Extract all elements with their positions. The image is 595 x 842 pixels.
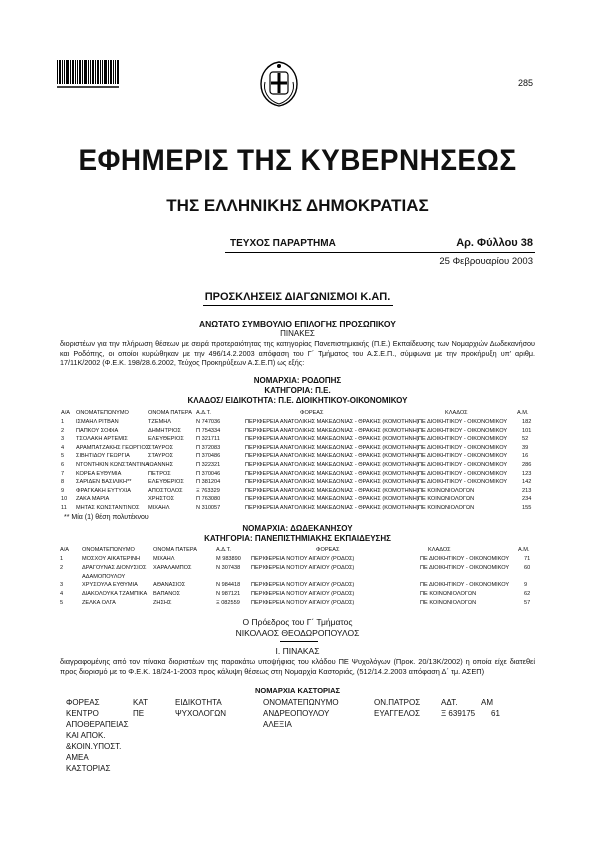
agency-line: ΑΠΟΘΕΡΑΠΕΙΑΣ — [66, 720, 129, 729]
col-cat: ΚΑΤ — [133, 698, 148, 707]
agency-line: ΚΑΣΤΟΡΙΑΣ — [66, 764, 111, 773]
issue-date: 25 Φεβρουαρίου 2003 — [439, 256, 533, 267]
table-row — [0, 591, 595, 600]
row-index: 5 — [60, 600, 64, 606]
agency-line: ΑΜΕΑ — [66, 753, 89, 762]
row-agency: ΠΕΡΙΦΕΡΕΙΑ ΑΝΑΤΟΛΙΚΗΣ ΜΑΚΕΔΟΝΙΑΣ - ΘΡΑΚΗΣ (ΚΟΜΟΤΗΝΗ) — [245, 427, 419, 434]
gazette-title: ΕΦΗΜΕΡΙΣ ΤΗΣ ΚΥΒΕΡΝΗΣΕΩΣ — [78, 144, 517, 177]
row-am: 213 — [522, 487, 532, 494]
col-father: ΟΝΟΜΑ ΠΑΤΕΡΑ — [153, 547, 197, 553]
row-name: ΚΟΡΕΑ ΕΥΘΥΜΙΑ — [76, 470, 122, 477]
row-branch: ΠΕ ΚΟΙΝΩΝΙΟΛΟΓΩΝ — [420, 591, 477, 598]
row-id: Ξ 082559 — [216, 600, 240, 606]
row-branch: ΠΕ ΚΟΙΝΩΝΙΟΛΟΓΩΝ — [418, 505, 475, 511]
row-name: ΑΡΑΜΠΑΤΖΑΚΗΣ ΓΕΩΡΓΙΟΣ — [76, 444, 150, 451]
row-father: ΜΙΧΑΗΛ — [153, 556, 175, 562]
row-name: ΝΤΟΝΤΗΚΙΝ ΚΩΝΣΤΑΝΤΙΝΑ — [76, 462, 150, 468]
row-am: 60 — [524, 564, 531, 571]
row-father: ΒΑΠΑΝΟΣ — [153, 591, 181, 598]
id-value: Ξ 639175 — [441, 709, 476, 718]
intro-paragraph: διοριστέων για την πλήρωση θέσεων με σειρά προτεραιότητας της κατηγορίας Πανεπιστημιακής (Π.Ε.) Εκπαίδευσης των Νομαρχιών Δωδεκανήσου και Ροδόπης, οι οποίοι κυρώθηκαν με την 496/14.2.2003 απόφαση του Γ΄ Τμήματος του Α.Σ.Ε.Π., σύμφωνα με την προκήρυξη υπ' αριθμ. 17/11Κ/2002 (Φ.Ε.Κ. 198/28.6.2002, Τεύχος Προκηρύξεων Α.Σ.Ε.Π) ως εξής: — [60, 339, 535, 367]
rodopi-category: ΚΑΤΗΓΟΡΙΑ: Π.Ε. — [264, 386, 331, 395]
row-am: 16 — [522, 453, 529, 460]
row-branch: ΠΕ ΔΙΟΙΚΗΤΙΚΟΥ - ΟΙΚΟΝΟΜΙΚΟΥ — [418, 427, 508, 434]
row-id: Ξ 763329 — [196, 487, 220, 494]
row-index: 1 — [61, 419, 65, 425]
col-agency: ΦΟΡΕΑΣ — [316, 547, 340, 553]
row-index: 6 — [61, 462, 65, 468]
table-row — [0, 436, 595, 445]
col-name: ΟΝΟΜΑΤΕΠΩΝΥΜΟ — [263, 698, 339, 707]
col-am: ΑΜ — [481, 698, 493, 707]
row-id: Ν 987121 — [216, 591, 241, 598]
row-father: ΜΙΧΑΗΛ — [148, 505, 170, 511]
col-father: ΟΝΟΜΑ ΠΑΤΕΡΑ — [148, 410, 192, 416]
row-name: ΧΡΥΣΟΥΛΑ ΕΥΘΥΜΙΑ — [82, 582, 138, 589]
table-row — [0, 479, 595, 488]
row-father: ΧΡΗΣΤΟΣ — [148, 496, 175, 503]
row-branch: ΠΕ ΚΟΙΝΩΝΙΟΛΟΓΩΝ — [420, 600, 477, 606]
row-agency: ΠΕΡΙΦΕΡΕΙΑ ΑΝΑΤΟΛΙΚΗΣ ΜΑΚΕΔΟΝΙΑΣ - ΘΡΑΚΗΣ (ΚΟΜΟΤΗΝΗ) — [245, 419, 419, 425]
row-index: 1 — [60, 556, 64, 562]
row-id: Ν 307438 — [216, 564, 241, 571]
col-name: ΟΝΟΜΑΤΕΠΩΝΥΜΟ — [76, 410, 129, 416]
row-father: ΙΩΑΝΝΗΣ — [148, 462, 174, 468]
row-branch: ΠΕ ΚΟΙΝΩΝΙΟΛΟΓΩΝ — [418, 496, 475, 503]
row-am: 286 — [522, 462, 532, 468]
row-name: ΣΑΡΙΔΕΝ ΒΑΣΙΛΙΚΗ** — [76, 479, 132, 486]
row-id: Π 370486 — [196, 453, 221, 460]
col-agency: ΦΟΡΕΑΣ — [300, 410, 324, 416]
kastoria-table — [0, 697, 595, 787]
col-am: Α.Μ. — [518, 547, 530, 553]
row-index: 4 — [60, 591, 64, 598]
page-number: 285 — [517, 78, 533, 88]
row-id: Π 763080 — [196, 496, 221, 503]
row-agency: ΠΕΡΙΦΕΡΕΙΑ ΝΟΤΙΟΥ ΑΙΓΑΙΟΥ (ΡΟΔΟΣ) — [251, 591, 355, 598]
signature-name: ΝΙΚΟΛΑΟΣ ΘΕΟΔΩΡΟΠΟΥΛΟΣ — [235, 628, 360, 638]
col-agency: ΦΟΡΕΑΣ — [66, 698, 100, 707]
row-name: ΙΣΜΑΗΛ ΡΙΤΒΑΝ — [76, 419, 119, 425]
row-am: 101 — [522, 427, 532, 434]
row-id: Ν 310057 — [196, 505, 221, 511]
row-agency: ΠΕΡΙΦΕΡΕΙΑ ΑΝΑΤΟΛΙΚΗΣ ΜΑΚΕΔΟΝΙΑΣ - ΘΡΑΚΗΣ (ΚΟΜΟΤΗΝΗ) — [245, 444, 419, 451]
row-am: 142 — [522, 479, 532, 486]
col-branch: ΚΛΑΔΟΣ — [428, 547, 451, 553]
rodopi-table-header — [0, 410, 595, 418]
row-am: 62 — [524, 591, 531, 598]
council-heading: ΑΝΩΤΑΤΟ ΣΥΜΒΟΥΛΙΟ ΕΠΙΛΟΓΗΣ ΠΡΟΣΩΠΙΚΟΥ — [199, 319, 396, 329]
row-agency: ΠΕΡΙΦΕΡΕΙΑ ΑΝΑΤΟΛΙΚΗΣ ΜΑΚΕΔΟΝΙΑΣ - ΘΡΑΚΗΣ (ΚΟΜΟΤΗΝΗ) — [245, 479, 419, 486]
row-name: ΖΕΛΚΑ ΟΛΓΑ — [82, 600, 116, 606]
row-branch: ΠΕ ΔΙΟΙΚΗΤΙΚΟΥ - ΟΙΚΟΝΟΜΙΚΟΥ — [418, 479, 508, 486]
row-branch: ΠΕ ΔΙΟΙΚΗΤΙΚΟΥ - ΟΙΚΟΝΟΜΙΚΟΥ — [418, 436, 508, 443]
agency-line: ΚΑΙ ΑΠΟΚ. — [66, 731, 106, 740]
col-id: Α.Δ.Τ. — [216, 547, 231, 553]
cat-value: ΠΕ — [133, 709, 145, 718]
row-name: ΠΑΠΚΟΥ ΣΟΦΙΑ — [76, 427, 119, 434]
row-id: Π 381204 — [196, 479, 221, 486]
header-rule — [225, 252, 535, 253]
row-am: 9 — [524, 582, 528, 589]
row-index: 4 — [61, 444, 65, 451]
row-name: ΤΣΟΛΑΚΗ ΑΡΤΕΜΙΣ — [76, 436, 128, 443]
row-index: 2 — [61, 427, 65, 434]
row-am: 57 — [524, 600, 531, 606]
row-agency: ΠΕΡΙΦΕΡΕΙΑ ΝΟΤΙΟΥ ΑΙΓΑΙΟΥ (ΡΟΔΟΣ) — [251, 582, 355, 589]
row-father: ΣΤΑΥΡΟΣ — [148, 453, 174, 460]
col-id: Α.Δ.Τ. — [196, 410, 211, 416]
barcode-image — [57, 60, 119, 90]
dodecanese-prefecture: ΝΟΜΑΡΧΙΑ: ΔΩΔΕΚΑΝΗΣΟΥ — [242, 524, 353, 533]
row-index: 3 — [60, 582, 64, 589]
row-name: ΔΡΑΓΟΥΝΑΣ ΔΙΟΝΥΣΙΟΣ — [82, 564, 147, 571]
row-index: 8 — [61, 479, 65, 486]
row-id: Π 370046 — [196, 470, 221, 477]
row-id: Π 322321 — [196, 462, 221, 468]
row-name: ΑΔΑΜΟΠΟΥΛΟΥ — [82, 573, 126, 580]
surname-value: ΑΝΔΡΕΟΠΟΥΛΟΥ — [263, 709, 330, 718]
row-name: ΖΑΚΑ ΜΑΡΙΑ — [76, 496, 110, 503]
rodopi-branch: ΚΛΑΔΟΣ/ ΕΙΔΙΚΟΤΗΤΑ: Π.Ε. ΔΙΟΙΚΗΤΙΚΟΥ-ΟΙΚΟΝΟΜΙΚΟΥ — [187, 396, 408, 405]
row-id: Π 754334 — [196, 427, 221, 434]
row-agency: ΠΕΡΙΦΕΡΕΙΑ ΑΝΑΤΟΛΙΚΗΣ ΜΑΚΕΔΟΝΙΑΣ - ΘΡΑΚΗΣ (ΚΟΜΟΤΗΝΗ) — [245, 470, 419, 477]
row-am: 39 — [522, 444, 529, 451]
row-id: Μ 983890 — [216, 556, 241, 562]
row-name: ΜΗΤΑΣ ΚΩΝΣΤΑΝΤΙΝΟΣ — [76, 505, 140, 511]
table-row — [0, 471, 595, 480]
table-row — [0, 445, 595, 454]
row-name: ΔΙΑΚΟΛΟΥΚΑ ΤΖΑΜΠΙΚΑ — [82, 591, 148, 598]
row-father: ΕΛΕΥΘΕΡΙΟΣ — [148, 479, 184, 486]
section-title-underline — [203, 305, 393, 306]
row-agency: ΠΕΡΙΦΕΡΕΙΑ ΑΝΑΤΟΛΙΚΗΣ ΜΑΚΕΔΟΝΙΑΣ - ΘΡΑΚΗΣ (ΚΟΜΟΤΗΝΗ) — [245, 496, 419, 503]
row-am: 52 — [522, 436, 529, 443]
row-branch: ΠΕ ΔΙΟΙΚΗΤΙΚΟΥ - ΟΙΚΟΝΟΜΙΚΟΥ — [420, 582, 510, 589]
issue-type: ΤΕΥΧΟΣ ΠΑΡΑΡΤΗΜΑ — [230, 238, 336, 249]
row-father: ΑΘΑΝΑΣΙΟΣ — [153, 582, 186, 589]
row-name: ΦΡΑΓΚΑΚΗ ΕΥΤΥΧΙΑ — [76, 487, 132, 494]
signature-role: Ο Πρόεδρος του Γ΄ Τμήματος — [242, 617, 353, 627]
row-am: 123 — [522, 470, 532, 477]
row-agency: ΠΕΡΙΦΕΡΕΙΑ ΑΝΑΤΟΛΙΚΗΣ ΜΑΚΕΔΟΝΙΑΣ - ΘΡΑΚΗΣ (ΚΟΜΟΤΗΝΗ) — [245, 505, 419, 511]
dodecanese-category: ΚΑΤΗΓΟΡΙΑ: ΠΑΝΕΠΙΣΤΗΜΙΑΚΗΣ ΕΚΠΑΙΔΕΥΣΗΣ — [204, 534, 391, 543]
row-am: 155 — [522, 505, 532, 511]
table-i-title: Ι. ΠΙΝΑΚΑΣ — [275, 646, 320, 656]
row-father: ΠΕΤΡΟΣ — [148, 470, 171, 477]
row-father: ΤΖΕΜΗΛ — [148, 419, 172, 425]
row-am: 234 — [522, 496, 532, 503]
dodecanese-table-header — [0, 547, 595, 555]
row-index: 2 — [60, 564, 64, 571]
row-branch: ΠΕ ΔΙΟΙΚΗΤΙΚΟΥ - ΟΙΚΟΝΟΜΙΚΟΥ — [418, 444, 508, 451]
col-aa: Α/Α — [60, 547, 70, 553]
table-row — [0, 462, 595, 471]
row-branch: ΠΕ ΔΙΟΙΚΗΤΙΚΟΥ - ΟΙΚΟΝΟΜΙΚΟΥ — [418, 419, 508, 425]
row-index: 7 — [61, 470, 65, 477]
section-title: ΠΡΟΣΚΛΗΣΕΙΣ ΔΙΑΓΩΝΙΣΜΟΙ Κ.ΑΠ. — [204, 291, 391, 303]
row-index: 9 — [61, 487, 65, 494]
col-specialty: ΕΙΔΙΚΟΤΗΤΑ — [175, 698, 222, 707]
coat-of-arms-emblem — [257, 60, 301, 108]
row-id: Π 372083 — [196, 444, 221, 451]
table-row — [0, 453, 595, 462]
row-father: ΑΠΟΣΤΟΛΟΣ — [148, 487, 183, 494]
row-name: ΣΙΒΗΤΙΔΟΥ ΓΕΩΡΓΙΑ — [76, 453, 130, 460]
kastoria-prefecture: ΝΟΜΑΡΧΙΑ ΚΑΣΤΟΡΙΑΣ — [254, 686, 341, 695]
table-row — [0, 574, 595, 583]
rodopi-prefecture: ΝΟΜΑΡΧΙΑ: ΡΟΔΟΠΗΣ — [253, 376, 342, 385]
agency-line: ΚΕΝΤΡΟ — [66, 709, 99, 718]
row-branch: ΠΕ ΔΙΟΙΚΗΤΙΚΟΥ - ΟΙΚΟΝΟΜΙΚΟΥ — [418, 470, 508, 477]
row-branch: ΠΕ ΔΙΟΙΚΗΤΙΚΟΥ - ΟΙΚΟΝΟΜΙΚΟΥ — [420, 564, 510, 571]
row-agency: ΠΕΡΙΦΕΡΕΙΑ ΑΝΑΤΟΛΙΚΗΣ ΜΑΚΕΔΟΝΙΑΣ - ΘΡΑΚΗΣ (ΚΟΜΟΤΗΝΗ) — [245, 462, 419, 468]
row-father: ΣΤΑΥΡΟΣ — [148, 444, 174, 451]
sheet-number: Αρ. Φύλλου 38 — [456, 237, 533, 249]
father-value: ΕΥΑΓΓΕΛΟΣ — [374, 709, 420, 718]
table-row — [0, 505, 595, 514]
row-agency: ΠΕΡΙΦΕΡΕΙΑ ΑΝΑΤΟΛΙΚΗΣ ΜΑΚΕΔΟΝΙΑΣ - ΘΡΑΚΗΣ (ΚΟΜΟΤΗΝΗ) — [245, 436, 419, 443]
row-index: 11 — [61, 505, 67, 511]
row-branch: ΠΕ ΔΙΟΙΚΗΤΙΚΟΥ - ΟΙΚΟΝΟΜΙΚΟΥ — [420, 556, 510, 562]
row-id: Π 321711 — [196, 436, 220, 443]
col-aa: Α/Α — [61, 410, 71, 416]
agency-line: &ΚΟΙΝ.ΥΠΟΣΤ. — [66, 742, 122, 751]
table-row — [0, 496, 595, 505]
row-father: ΧΑΡΑΛΑΜΠΟΣ — [153, 564, 192, 571]
am-value: 61 — [491, 709, 500, 718]
row-id: Ν 747036 — [196, 419, 221, 425]
row-am: 182 — [522, 419, 532, 425]
row-father: ΖΗΣΗΣ — [153, 600, 172, 606]
table-row — [0, 600, 595, 609]
row-branch: ΠΕ ΔΙΟΙΚΗΤΙΚΟΥ - ΟΙΚΟΝΟΜΙΚΟΥ — [418, 453, 508, 460]
row-name: ΜΟΣΧΟΥ ΑΙΚΑΤΕΡΙΝΗ — [82, 556, 141, 562]
table-i-paragraph: διαγραφομένης από τον πίνακα διοριστέων της παρακάτω υποψήφιας του κλάδου ΠΕ Ψυχολόγων (Προκ. 20/13Κ/2002) η οποία είχε διατεθεί προς διορισμό με το Φ.Ε.Κ. 18/24-1-2003 προς κάλυψη θέσεως στη Νομαρχία Καστοριάς, (512/14.2.2003 απόφαση Δ΄ τμ. ΑΣΕΠ) — [60, 657, 535, 676]
table-row — [0, 556, 595, 565]
table-row — [0, 488, 595, 497]
row-agency: ΠΕΡΙΦΕΡΕΙΑ ΑΝΑΤΟΛΙΚΗΣ ΜΑΚΕΔΟΝΙΑΣ - ΘΡΑΚΗΣ (ΚΟΜΟΤΗΝΗ) — [245, 487, 419, 494]
row-index: 5 — [61, 453, 65, 460]
row-father: ΕΛΕΥΘΕΡΙΟΣ — [148, 436, 184, 443]
row-agency: ΠΕΡΙΦΕΡΕΙΑ ΝΟΤΙΟΥ ΑΙΓΑΙΟΥ (ΡΟΔΟΣ) — [251, 556, 355, 562]
gazette-subtitle: ΤΗΣ ΕΛΛΗΝΙΚΗΣ ΔΗΜΟΚΡΑΤΙΑΣ — [166, 196, 429, 215]
separator-line — [280, 641, 318, 642]
table-row — [0, 419, 595, 428]
row-branch: ΠΕ ΚΟΙΝΩΝΙΟΛΟΓΩΝ — [418, 487, 475, 494]
row-agency: ΠΕΡΙΦΕΡΕΙΑ ΝΟΤΙΟΥ ΑΙΓΑΙΟΥ (ΡΟΔΟΣ) — [251, 564, 355, 571]
table-row — [0, 428, 595, 437]
row-branch: ΠΕ ΔΙΟΙΚΗΤΙΚΟΥ - ΟΙΚΟΝΟΜΙΚΟΥ — [418, 462, 508, 468]
row-id: Ν 984418 — [216, 582, 241, 589]
col-name: ΟΝΟΜΑΤΕΠΩΝΥΜΟ — [82, 547, 135, 553]
col-branch: ΚΛΑΔΟΣ — [445, 410, 468, 416]
table-row — [0, 565, 595, 574]
row-index: 3 — [61, 436, 65, 443]
row-index: 10 — [61, 496, 68, 503]
row-agency: ΠΕΡΙΦΕΡΕΙΑ ΝΟΤΙΟΥ ΑΙΓΑΙΟΥ (ΡΟΔΟΣ) — [251, 600, 355, 606]
rodopi-note: ** Μία (1) θέση πολυτέκνου — [64, 514, 149, 521]
row-agency: ΠΕΡΙΦΕΡΕΙΑ ΑΝΑΤΟΛΙΚΗΣ ΜΑΚΕΔΟΝΙΑΣ - ΘΡΑΚΗΣ (ΚΟΜΟΤΗΝΗ) — [245, 453, 419, 460]
firstname-value: ΑΛΕΞΙΑ — [263, 720, 292, 729]
table-row — [0, 582, 595, 591]
tables-label: ΠΙΝΑΚΕΣ — [280, 329, 315, 338]
col-am: Α.Μ. — [517, 410, 529, 416]
col-father: ΟΝ.ΠΑΤΡΟΣ — [374, 698, 421, 707]
col-id: ΑΔΤ. — [441, 698, 458, 707]
specialty-value: ΨΥΧΟΛΟΓΩΝ — [175, 709, 226, 718]
row-father: ΔΗΜΗΤΡΙΟΣ — [148, 427, 181, 434]
row-am: 71 — [524, 556, 531, 562]
